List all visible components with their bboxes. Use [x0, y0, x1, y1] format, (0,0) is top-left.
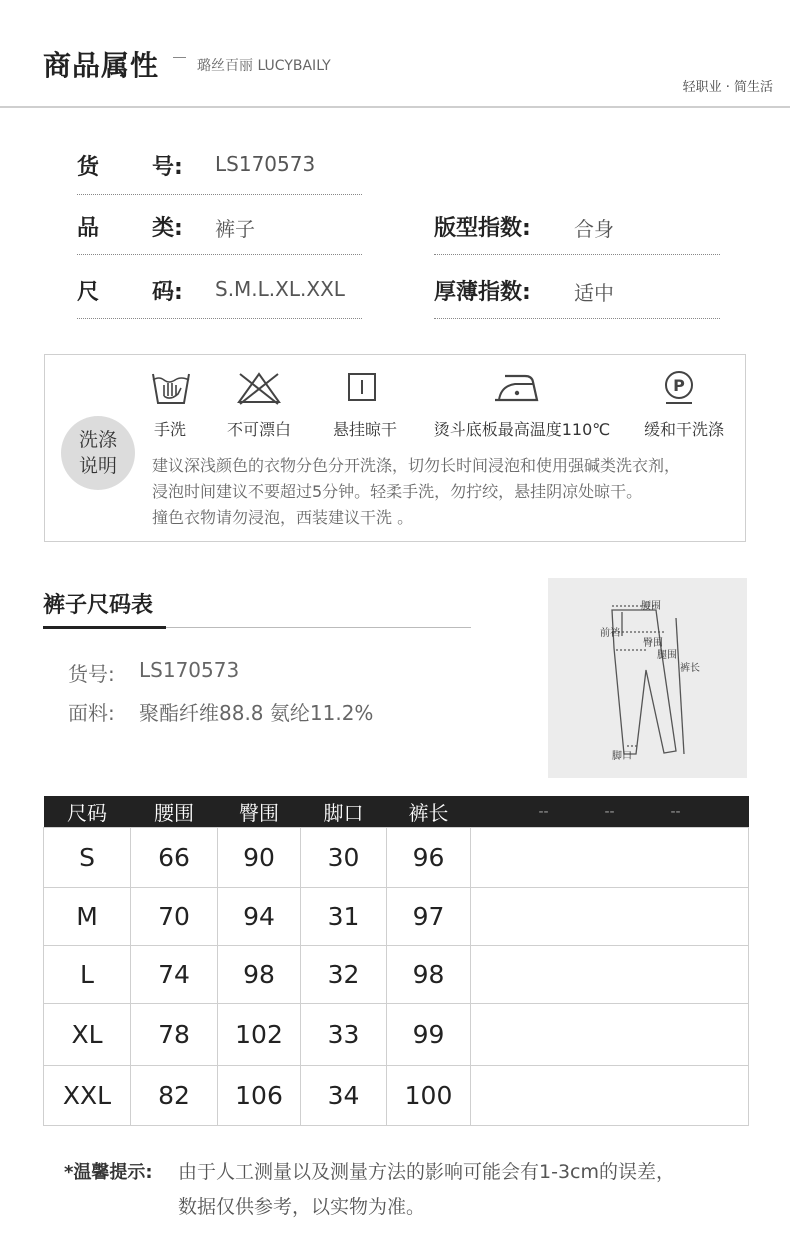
hem-cell: 33	[301, 1004, 387, 1066]
care-title-line1: 洗涤	[78, 429, 117, 451]
tip-label: *温馨提示:	[64, 1162, 153, 1183]
care-text-line: 建议深浅颜色的衣物分色分开洗涤，切勿长时间浸泡和使用强碱类洗衣剂，	[152, 456, 681, 475]
fabric-value: 聚酯纤维88.8 氨纶11.2%	[139, 701, 374, 725]
chart-item-no-label: 货号:	[68, 662, 115, 686]
column-header: 裤长	[387, 796, 471, 828]
column-header: 臀围	[218, 796, 301, 828]
placeholder-column-label: --	[538, 803, 549, 820]
hang-dry-icon	[344, 370, 380, 408]
care-text-line: 浸泡时间建议不要超过5分钟。轻柔手洗，勿拧绞，悬挂阴凉处晾干。	[152, 482, 643, 501]
hip-cell: 102	[218, 1004, 301, 1066]
category-label-1: 品	[77, 216, 100, 241]
tagline: 轻职业 · 简生活	[682, 80, 773, 95]
dotted-divider	[77, 194, 362, 195]
size-cell: M	[44, 888, 131, 946]
diagram-label-hip: 臀围	[643, 638, 663, 649]
empty-cell	[471, 946, 749, 1004]
size-cell: S	[44, 828, 131, 888]
svg-text:P: P	[673, 376, 685, 395]
waist-cell: 74	[131, 946, 218, 1004]
title-dash	[173, 57, 186, 58]
chart-item-no-value: LS170573	[139, 658, 240, 682]
table-row	[44, 828, 749, 888]
tip-text-line: 由于人工测量以及测量方法的影响可能会有1-3cm的误差，	[178, 1161, 675, 1183]
dotted-divider	[434, 254, 720, 255]
table-row	[44, 1066, 749, 1126]
column-header: 脚口	[301, 796, 387, 828]
hip-cell: 106	[218, 1066, 301, 1126]
hem-cell: 34	[301, 1066, 387, 1126]
care-label-no-bleach: 不可漂白	[226, 420, 291, 439]
item-no-label-1: 货	[77, 155, 100, 180]
column-header: 腰围	[131, 796, 218, 828]
size-cell: XXL	[44, 1066, 131, 1126]
length-cell: 97	[387, 888, 471, 946]
table-row	[44, 1004, 749, 1066]
empty-cell	[471, 888, 749, 946]
diagram-label-front-rise: 前裆	[600, 628, 620, 639]
placeholder-column-label: --	[670, 803, 681, 820]
diagram-label-length: 裤长	[680, 663, 700, 674]
size-label-1: 尺	[77, 280, 100, 305]
empty-cell	[471, 828, 749, 888]
column-header: 尺码	[44, 796, 131, 828]
hip-cell: 98	[218, 946, 301, 1004]
dotted-divider	[77, 318, 362, 319]
diagram-label-waist: 腰围	[641, 601, 661, 612]
size-cell: XL	[44, 1004, 131, 1066]
hip-cell: 94	[218, 888, 301, 946]
size-table-header-row	[44, 796, 749, 828]
size-table	[43, 796, 749, 1126]
brand-subtitle: 璐丝百丽 LUCYBAILY	[197, 58, 331, 74]
item-no-label-2: 号:	[152, 155, 183, 180]
waist-cell: 82	[131, 1066, 218, 1126]
size-chart-title-underline	[43, 626, 166, 629]
size-label-2: 码:	[152, 280, 183, 305]
placeholder-column-label: --	[604, 803, 615, 820]
thickness-label: 厚薄指数:	[434, 280, 531, 305]
table-row	[44, 946, 749, 1004]
waist-cell: 70	[131, 888, 218, 946]
hem-cell: 30	[301, 828, 387, 888]
iron-icon	[490, 370, 542, 408]
hem-cell: 31	[301, 888, 387, 946]
waist-cell: 66	[131, 828, 218, 888]
thickness-value: 适中	[574, 281, 614, 305]
table-row	[44, 888, 749, 946]
care-text-line: 撞色衣物请勿浸泡，西装建议干洗 。	[152, 508, 414, 527]
item-no-value: LS170573	[215, 152, 316, 176]
no-bleach-icon	[235, 370, 283, 408]
empty-cell	[471, 1066, 749, 1126]
diagram-label-hem: 脚口	[612, 751, 632, 762]
category-label-2: 类:	[152, 216, 183, 241]
category-value: 裤子	[215, 217, 255, 241]
gentle-dry-clean-icon	[661, 370, 697, 408]
size-chart-divider	[166, 627, 471, 628]
fabric-label: 面料:	[68, 701, 115, 725]
page-title: 商品属性	[43, 49, 160, 82]
dotted-divider	[77, 254, 362, 255]
tip-text-line: 数据仅供参考，以实物为准。	[178, 1196, 426, 1218]
care-title-badge	[61, 416, 135, 490]
dotted-divider	[434, 318, 720, 319]
size-chart-title: 裤子尺码表	[43, 593, 154, 618]
fit-label: 版型指数:	[434, 216, 531, 241]
waist-cell: 78	[131, 1004, 218, 1066]
hip-cell: 90	[218, 828, 301, 888]
length-cell: 98	[387, 946, 471, 1004]
column-header-placeholder	[471, 796, 749, 828]
size-cell: L	[44, 946, 131, 1004]
hem-cell: 32	[301, 946, 387, 1004]
care-label-iron: 烫斗底板最高温度110℃	[433, 420, 611, 439]
empty-cell	[471, 1004, 749, 1066]
pants-measurement-diagram	[548, 578, 747, 778]
care-label-dry-clean: 缓和干洗涤	[643, 420, 724, 439]
length-cell: 99	[387, 1004, 471, 1066]
length-cell: 96	[387, 828, 471, 888]
length-cell: 100	[387, 1066, 471, 1126]
header-divider	[0, 106, 790, 108]
care-title-line2: 说明	[78, 455, 117, 477]
care-label-hand-wash: 手洗	[153, 420, 186, 439]
hand-wash-icon	[148, 370, 194, 408]
diagram-label-thigh: 腿围	[657, 650, 677, 661]
care-label-hang-dry: 悬挂晾干	[332, 420, 397, 439]
fit-value: 合身	[574, 217, 614, 241]
size-value: S.M.L.XL.XXL	[215, 277, 345, 301]
